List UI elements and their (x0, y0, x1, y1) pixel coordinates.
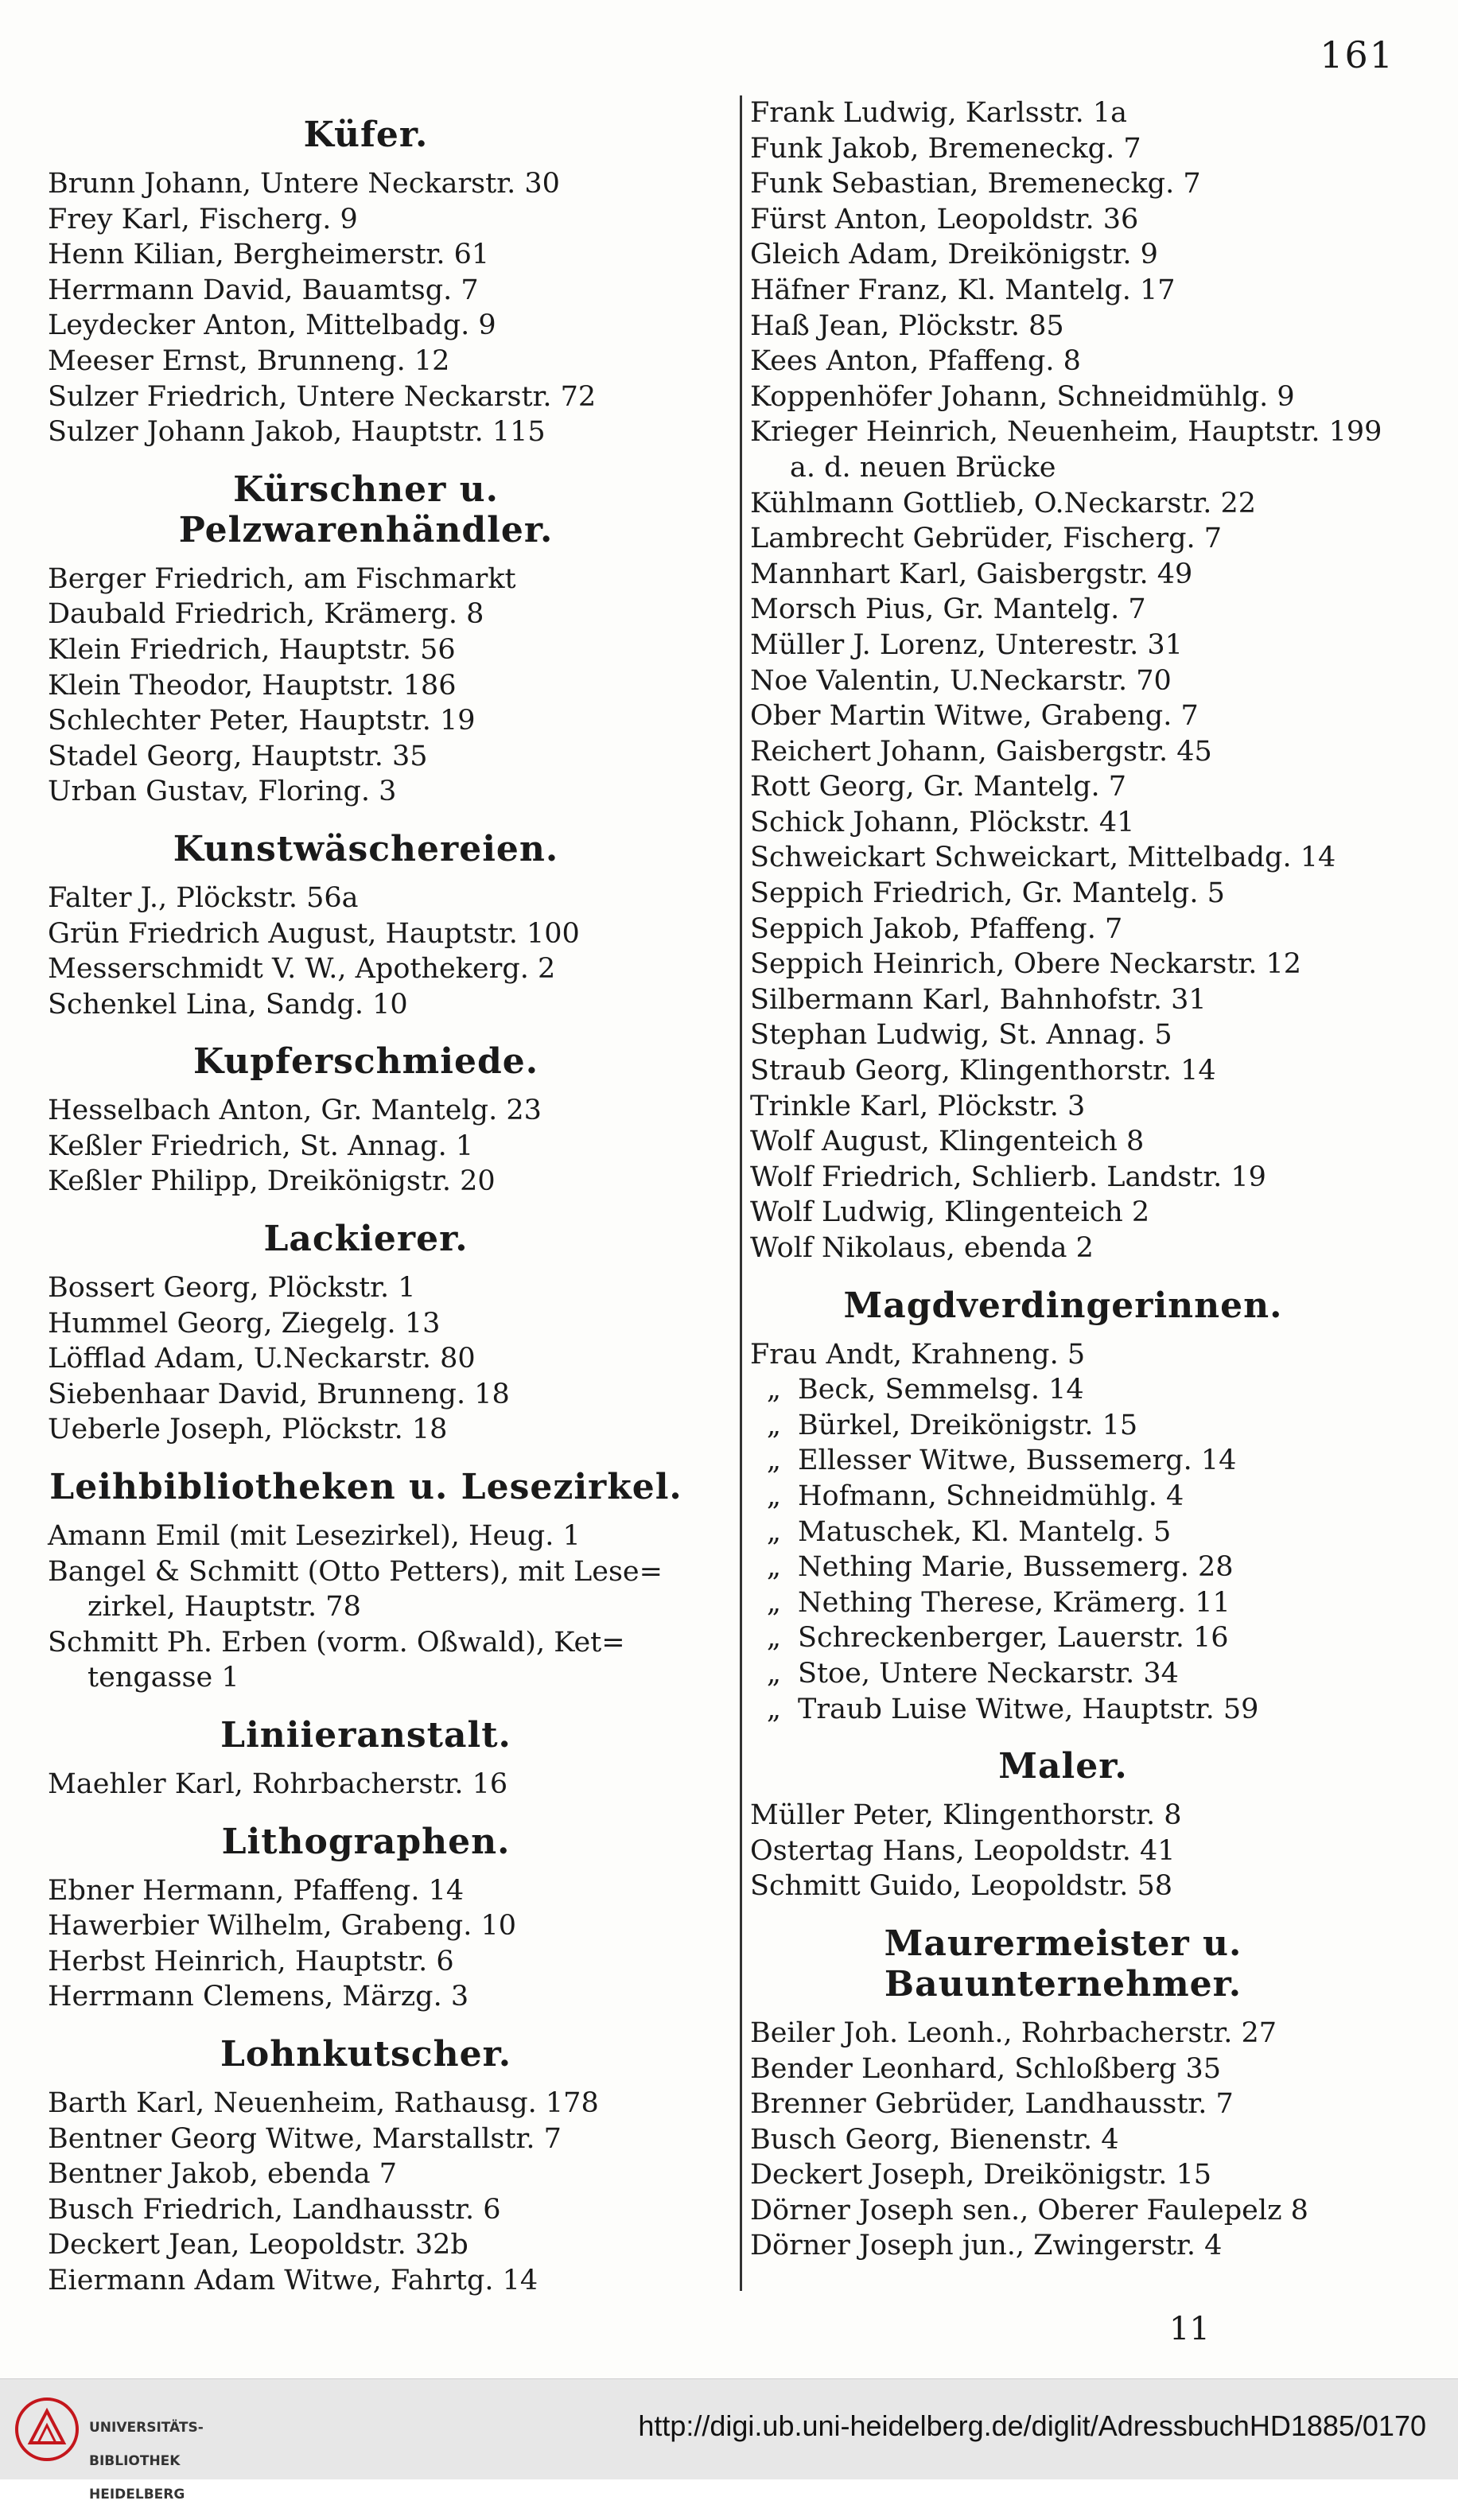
section-heading: Kürschner u. Pelzwarenhändler. (178, 469, 554, 550)
directory-entry: Haß Jean, Plöckstr. 85 (750, 309, 1064, 342)
directory-entry: Fürst Anton, Leopoldstr. 36 (750, 203, 1139, 235)
directory-entry: Lambrecht Gebrüder, Fischerg. 7 (750, 523, 1223, 555)
directory-entry: zirkel, Hauptstr. 78 (87, 1591, 361, 1624)
directory-entry: Urban Gustav, Floring. 3 (48, 776, 397, 808)
directory-entry: Krieger Heinrich, Neuenheim, Hauptstr. 199 (750, 416, 1382, 449)
directory-entry: Frey Karl, Fischerg. 9 (48, 203, 358, 235)
ditto-mark: „ (766, 1409, 782, 1441)
directory-entry: Herrmann Clemens, Märzg. 3 (48, 1981, 469, 2013)
directory-entry: Bentner Georg Witwe, Marstallstr. 7 (48, 2122, 562, 2155)
directory-entry: Müller Peter, Klingenthorstr. 8 (750, 1799, 1182, 1832)
directory-entry: Siebenhaar David, Brunneng. 18 (48, 1378, 510, 1410)
directory-entry: Kees Anton, Pfaffeng. 8 (750, 345, 1081, 378)
directory-entry: Schenkel Lina, Sandg. 10 (48, 988, 408, 1021)
directory-entry: Keßler Philipp, Dreikönigstr. 20 (48, 1165, 496, 1198)
directory-entry: Schmitt Guido, Leopoldstr. 58 (750, 1870, 1172, 1903)
directory-entry: Schweickart Schweickart, Mittelbadg. 14 (750, 842, 1336, 874)
directory-entry: Funk Sebastian, Bremeneckg. 7 (750, 168, 1201, 200)
directory-entry: „ Traub Luise Witwe, Hauptstr. 59 (750, 1692, 1376, 1728)
directory-entry: Koppenhöfer Johann, Schneidmühlg. 9 (750, 380, 1295, 413)
university-seal-icon (14, 2397, 80, 2462)
directory-entry: Wolf Friedrich, Schlierb. Landstr. 19 (750, 1161, 1266, 1193)
directory-entry: Frau Andt, Krahneng. 5 (750, 1338, 1086, 1371)
directory-entry: Brenner Gebrüder, Landhausstr. 7 (750, 2088, 1234, 2121)
section-heading: Maler. (998, 1746, 1128, 1787)
directory-entry: Funk Jakob, Bremeneckg. 7 (750, 132, 1141, 165)
directory-entry: „ Schreckenberger, Lauerstr. 16 (750, 1620, 1376, 1656)
ditto-mark: „ (766, 1374, 782, 1406)
directory-entry: Mannhart Karl, Gaisbergstr. 49 (750, 558, 1193, 590)
viewer-footer (0, 2378, 1458, 2502)
directory-entry: Morsch Pius, Gr. Mantelg. 7 (750, 593, 1146, 626)
directory-entry: Ueberle Joseph, Plöckstr. 18 (48, 1414, 448, 1446)
directory-entry: Dörner Joseph jun., Zwingerstr. 4 (750, 2230, 1223, 2262)
directory-entry: „ Nething Marie, Bussemerg. 28 (750, 1550, 1376, 1585)
directory-entry: Rott Georg, Gr. Mantelg. 7 (750, 771, 1127, 803)
directory-entry: „ Matuschek, Kl. Mantelg. 5 (750, 1515, 1376, 1550)
directory-entry: Wolf August, Klingenteich 8 (750, 1126, 1145, 1158)
right-column (740, 95, 1382, 2291)
directory-entry: „ Nething Therese, Krämerg. 11 (750, 1585, 1376, 1621)
section-heading: Lohnkutscher. (220, 2033, 512, 2075)
directory-entry: Eiermann Adam Witwe, Fahrtg. 14 (48, 2264, 538, 2296)
directory-entry: Busch Friedrich, Landhausstr. 6 (48, 2193, 501, 2226)
directory-entry: Wolf Nikolaus, ebenda 2 (750, 1232, 1094, 1264)
directory-entry: Ebner Hermann, Pfaffeng. 14 (48, 1874, 465, 1907)
directory-entry: Hawerbier Wilhelm, Grabeng. 10 (48, 1910, 517, 1942)
directory-entry: „ Stoe, Untere Neckarstr. 34 (750, 1656, 1376, 1692)
directory-entry: Silbermann Karl, Bahnhofstr. 31 (750, 983, 1207, 1016)
section-heading: Lithographen. (221, 1821, 511, 1862)
section-heading: Liniieranstalt. (220, 1715, 511, 1756)
directory-entry: Brunn Johann, Untere Neckarstr. 30 (48, 168, 560, 200)
directory-entry: Straub Georg, Klingenthorstr. 14 (750, 1055, 1216, 1087)
directory-entry: Seppich Jakob, Pfaffeng. 7 (750, 912, 1123, 945)
directory-entry: Keßler Friedrich, St. Annag. 1 (48, 1130, 474, 1162)
directory-entry: Löfflad Adam, U.Neckarstr. 80 (48, 1343, 476, 1375)
library-name-line: HEIDELBERG (89, 2487, 185, 2502)
library-name-line: UNIVERSITÄTS- (89, 2420, 204, 2436)
directory-entry: Messerschmidt V. W., Apothekerg. 2 (48, 953, 556, 986)
directory-entry: Falter J., Plöckstr. 56a (48, 881, 359, 914)
directory-entry: Busch Georg, Bienenstr. 4 (750, 2123, 1119, 2156)
directory-entry: Deckert Joseph, Dreikönigstr. 15 (750, 2159, 1212, 2191)
directory-entry: Wolf Ludwig, Klingenteich 2 (750, 1196, 1150, 1229)
directory-entry: Meeser Ernst, Brunneng. 12 (48, 344, 450, 377)
section-heading: Magdverdingerinnen. (843, 1285, 1283, 1326)
directory-entry: Seppich Heinrich, Obere Neckarstr. 12 (750, 948, 1302, 981)
ditto-mark: „ (766, 1657, 782, 1690)
directory-entry: Herbst Heinrich, Hauptstr. 6 (48, 1945, 454, 1978)
ditto-mark: „ (766, 1586, 782, 1619)
library-name-line: BIBLIOTHEK (89, 2453, 181, 2469)
directory-entry: Frank Ludwig, Karlsstr. 1a (750, 97, 1127, 129)
left-column (48, 95, 684, 2299)
directory-entry: Daubald Friedrich, Krämerg. 8 (48, 598, 484, 631)
directory-entry: Bentner Jakob, ebenda 7 (48, 2158, 398, 2191)
section-heading: Maurermeister u. Bauunternehmer. (884, 1923, 1242, 2005)
directory-entry: Müller J. Lorenz, Unterestr. 31 (750, 628, 1183, 661)
section-heading: Lackierer. (263, 1219, 469, 1260)
ditto-mark: „ (766, 1551, 782, 1584)
directory-entry: Herrmann David, Bauamtsg. 7 (48, 274, 479, 306)
directory-entry: Ober Martin Witwe, Grabeng. 7 (750, 700, 1199, 733)
permalink-url[interactable]: http://digi.ub.uni-heidelberg.de/diglit/AdressbuchHD1885/0170 (638, 2409, 1426, 2442)
directory-entry: Leydecker Anton, Mittelbadg. 9 (48, 309, 496, 342)
library-name (89, 2403, 204, 2520)
ditto-mark: „ (766, 1693, 782, 1725)
ditto-mark: „ (766, 1622, 782, 1655)
directory-entry: Stadel Georg, Hauptstr. 35 (48, 740, 428, 772)
directory-entry: a. d. neuen Brücke (790, 451, 1056, 484)
directory-entry: Noe Valentin, U.Neckarstr. 70 (750, 664, 1172, 697)
directory-entry: Amann Emil (mit Lesezirkel), Heug. 1 (48, 1520, 581, 1553)
directory-entry: Seppich Friedrich, Gr. Mantelg. 5 (750, 877, 1225, 910)
directory-entry: Trinkle Karl, Plöckstr. 3 (750, 1090, 1086, 1122)
directory-entry: „ Bürkel, Dreikönigstr. 15 (750, 1408, 1376, 1444)
directory-entry: Reichert Johann, Gaisbergstr. 45 (750, 735, 1212, 768)
directory-entry: Henn Kilian, Bergheimerstr. 61 (48, 239, 490, 271)
directory-entry: Schick Johann, Plöckstr. 41 (750, 806, 1135, 838)
ditto-mark: „ (766, 1515, 782, 1548)
section-heading: Leihbibliotheken u. Lesezirkel. (49, 1467, 682, 1508)
directory-entry: Dörner Joseph sen., Oberer Faulepelz 8 (750, 2194, 1308, 2226)
directory-entry: Häfner Franz, Kl. Mantelg. 17 (750, 274, 1176, 306)
directory-entry: Klein Theodor, Hauptstr. 186 (48, 669, 457, 702)
directory-entry: Klein Friedrich, Hauptstr. 56 (48, 633, 456, 666)
directory-entry: Bender Leonhard, Schloßberg 35 (750, 2052, 1221, 2085)
directory-entry: Sulzer Johann Jakob, Hauptstr. 115 (48, 416, 546, 449)
signature-number: 11 (1169, 2311, 1210, 2347)
directory-entry: „ Ellesser Witwe, Bussemerg. 14 (750, 1443, 1376, 1479)
ditto-mark: „ (766, 1480, 782, 1512)
directory-entry: Schlechter Peter, Hauptstr. 19 (48, 705, 476, 737)
directory-entry: tengasse 1 (87, 1662, 239, 1694)
directory-entry: Berger Friedrich, am Fischmarkt (48, 562, 516, 595)
directory-entry: Barth Karl, Neuenheim, Rathausg. 178 (48, 2086, 599, 2119)
directory-entry: Kühlmann Gottlieb, O.Neckarstr. 22 (750, 487, 1257, 519)
directory-entry: „ Beck, Semmelsg. 14 (750, 1372, 1376, 1408)
page-number: 161 (1320, 33, 1394, 76)
ditto-mark: „ (766, 1445, 782, 1477)
directory-entry: Grün Friedrich August, Hauptstr. 100 (48, 917, 580, 950)
directory-entry: Maehler Karl, Rohrbacherstr. 16 (48, 1768, 508, 1800)
directory-entry: Bangel & Schmitt (Otto Petters), mit Lese= (48, 1555, 663, 1588)
section-heading: Kupferschmiede. (192, 1041, 539, 1083)
section-heading: Kunstwäschereien. (173, 828, 559, 869)
directory-entry: Bossert Georg, Plöckstr. 1 (48, 1272, 416, 1305)
directory-entry: Gleich Adam, Dreikönigstr. 9 (750, 239, 1158, 271)
directory-entry: Stephan Ludwig, St. Annag. 5 (750, 1019, 1172, 1052)
section-heading: Küfer. (303, 115, 429, 155)
directory-entry: Deckert Jean, Leopoldstr. 32b (48, 2229, 469, 2261)
directory-entry: Hummel Georg, Ziegelg. 13 (48, 1307, 441, 1340)
directory-entry: Sulzer Friedrich, Untere Neckarstr. 72 (48, 380, 597, 413)
directory-entry: Schmitt Ph. Erben (vorm. Oßwald), Ket= (48, 1626, 625, 1659)
directory-entry: Hesselbach Anton, Gr. Mantelg. 23 (48, 1095, 542, 1127)
directory-entry: Beiler Joh. Leonh., Rohrbacherstr. 27 (750, 2016, 1277, 2049)
directory-entry: Ostertag Hans, Leopoldstr. 41 (750, 1834, 1176, 1867)
directory-entry: „ Hofmann, Schneidmühlg. 4 (750, 1479, 1376, 1515)
